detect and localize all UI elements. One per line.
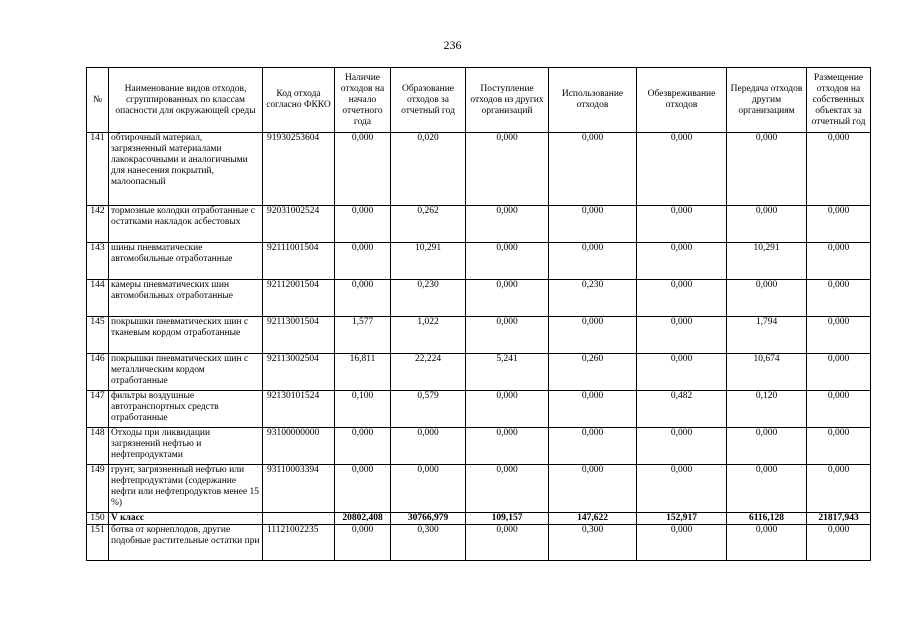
class-total-row [87,513,871,525]
value-transfer: 10,291 [727,243,807,280]
value-placement: 0,000 [807,391,871,428]
value-transfer: 0,000 [727,206,807,243]
waste-code: 92130101524 [263,391,335,428]
header-cell-neutralization: Обезвреживание отходов [637,68,727,133]
value-generation: 0,000 [391,428,466,465]
value-start-balance: 0,100 [335,391,391,428]
value-transfer: 10,674 [727,354,807,391]
table-row [87,428,871,465]
value-generation: 0,020 [391,133,466,206]
value-start-balance: 0,000 [335,133,391,206]
row-number: 147 [87,391,109,428]
value-placement: 0,000 [807,243,871,280]
value-transfer: 6116,128 [727,513,807,525]
waste-name: ботва от корнеплодов, другие подобные растительные остатки при [109,525,263,561]
value-generation: 0,230 [391,280,466,317]
waste-code: 11121002235 [263,525,335,561]
table-row [87,465,871,513]
waste-name: покрышки пневматических шин с тканевым кордом отработанные [109,317,263,354]
value-usage: 0,000 [549,465,637,513]
value-neutralization: 0,000 [637,465,727,513]
value-received: 0,000 [466,206,549,243]
value-placement: 0,000 [807,317,871,354]
value-usage: 0,000 [549,206,637,243]
header-cell-name: Наименование видов отходов, сгруппированных по классам опасности для окружающей среды [109,68,263,133]
value-placement: 0,000 [807,428,871,465]
value-neutralization: 152,917 [637,513,727,525]
value-generation: 0,000 [391,465,466,513]
row-number: 149 [87,465,109,513]
value-usage: 0,300 [549,525,637,561]
header-row [87,68,871,133]
table-row [87,317,871,354]
header-cell-placement: Размещение отходов на собственных объектах за отчетный год [807,68,871,133]
value-neutralization: 0,000 [637,354,727,391]
value-transfer: 0,000 [727,280,807,317]
value-usage: 0,230 [549,280,637,317]
row-number: 145 [87,317,109,354]
value-start-balance: 0,000 [335,525,391,561]
value-placement: 0,000 [807,525,871,561]
waste-name: тормозные колодки отработанные с остатками накладок асбестовых [109,206,263,243]
waste-code: 92111001504 [263,243,335,280]
value-received: 109,157 [466,513,549,525]
waste-code: 93100000000 [263,428,335,465]
value-start-balance: 0,000 [335,428,391,465]
value-neutralization: 0,000 [637,133,727,206]
value-received: 0,000 [466,525,549,561]
value-placement: 0,000 [807,133,871,206]
table-row [87,133,871,206]
table-row [87,391,871,428]
waste-code: 93110003394 [263,465,335,513]
waste-name: покрышки пневматических шин с металлическим кордом отработанные [109,354,263,391]
value-start-balance: 0,000 [335,280,391,317]
value-received: 0,000 [466,243,549,280]
row-number: 141 [87,133,109,206]
waste-code: 91930253604 [263,133,335,206]
row-number: 146 [87,354,109,391]
value-generation: 10,291 [391,243,466,280]
waste-name: камеры пневматических шин автомобильных отработанные [109,280,263,317]
value-received: 0,000 [466,428,549,465]
value-neutralization: 0,000 [637,206,727,243]
header-cell-transfer: Передача отходов другим организациям [727,68,807,133]
row-number: 150 [87,513,109,525]
value-usage: 0,000 [549,243,637,280]
value-placement: 0,000 [807,206,871,243]
value-generation: 22,224 [391,354,466,391]
value-neutralization: 0,000 [637,317,727,354]
waste-code [263,513,335,525]
value-received: 0,000 [466,391,549,428]
value-generation: 0,579 [391,391,466,428]
table-row [87,243,871,280]
value-placement: 0,000 [807,354,871,391]
table-row [87,206,871,243]
value-neutralization: 0,482 [637,391,727,428]
waste-name: Отходы при ликвидации загрязнений нефтью и нефтепродуктами [109,428,263,465]
waste-code: 92113002504 [263,354,335,391]
value-usage: 0,000 [549,133,637,206]
value-start-balance: 0,000 [335,206,391,243]
value-usage: 0,000 [549,391,637,428]
value-generation: 0,300 [391,525,466,561]
waste-name: фильтры воздушные автотранспортных средств отработанные [109,391,263,428]
value-received: 0,000 [466,280,549,317]
header-cell-code: Код отхода согласно ФККО [263,68,335,133]
value-neutralization: 0,000 [637,243,727,280]
row-number: 142 [87,206,109,243]
value-placement: 0,000 [807,465,871,513]
value-generation: 30766,979 [391,513,466,525]
table-row [87,354,871,391]
table-row [87,525,871,561]
value-usage: 0,260 [549,354,637,391]
value-received: 0,000 [466,133,549,206]
header-cell-usage: Использование отходов [549,68,637,133]
value-neutralization: 0,000 [637,428,727,465]
value-transfer: 0,000 [727,428,807,465]
value-placement: 0,000 [807,280,871,317]
value-generation: 0,262 [391,206,466,243]
value-start-balance: 0,000 [335,465,391,513]
value-transfer: 0,000 [727,525,807,561]
waste-code: 92031002524 [263,206,335,243]
waste-code: 92112001504 [263,280,335,317]
value-start-balance: 1,577 [335,317,391,354]
value-usage: 0,000 [549,428,637,465]
value-neutralization: 0,000 [637,280,727,317]
value-received: 0,000 [466,317,549,354]
value-transfer: 0,000 [727,465,807,513]
value-usage: 147,622 [549,513,637,525]
waste-name: грунт, загрязненный нефтью или нефтепродуктами (содержание нефти или нефтепродуктов менее 15 %) [109,465,263,513]
value-start-balance: 0,000 [335,243,391,280]
value-transfer: 0,120 [727,391,807,428]
value-received: 5,241 [466,354,549,391]
waste-name: обтирочный материал, загрязненный материалами лакокрасочными и аналогичными для нанесения покрытий, малоопасный [109,133,263,206]
header-cell-start-balance: Наличие отходов на начало отчетного года [335,68,391,133]
value-transfer: 0,000 [727,133,807,206]
value-generation: 1,022 [391,317,466,354]
row-number: 148 [87,428,109,465]
row-number: 143 [87,243,109,280]
value-received: 0,000 [466,465,549,513]
value-start-balance: 16,811 [335,354,391,391]
value-placement: 21817,943 [807,513,871,525]
header-cell-number: № [87,68,109,133]
header-cell-generation: Образование отходов за отчетный год [391,68,466,133]
page-number: 236 [443,38,462,52]
waste-name: шины пневматические автомобильные отработанные [109,243,263,280]
class-name: V класс [109,513,263,525]
value-usage: 0,000 [549,317,637,354]
waste-table [86,67,871,561]
row-number: 144 [87,280,109,317]
value-start-balance: 20802,408 [335,513,391,525]
header-cell-received: Поступление отходов из других организаций [466,68,549,133]
value-transfer: 1,794 [727,317,807,354]
waste-code: 92113001504 [263,317,335,354]
value-neutralization: 0,000 [637,525,727,561]
table-row [87,280,871,317]
row-number: 151 [87,525,109,561]
